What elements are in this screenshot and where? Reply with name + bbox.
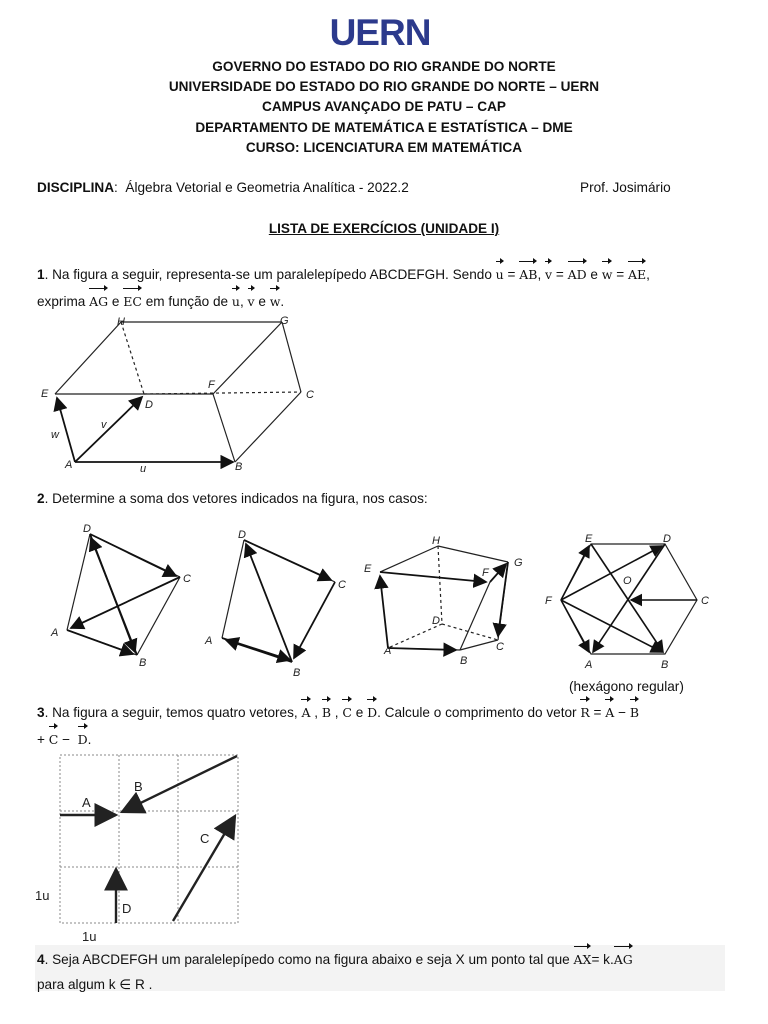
q3-number: 3 xyxy=(37,705,45,720)
label-B: B xyxy=(293,667,301,679)
header-line-5: CURSO: LICENCIATURA EM MATEMÁTICA xyxy=(245,139,523,155)
vector-B-2: B xyxy=(630,698,639,725)
q1-text-b: exprima xyxy=(37,294,90,309)
q1-eq: = xyxy=(503,267,520,282)
header-line-1: GOVERNO DO ESTADO DO RIO GRANDE DO NORTE xyxy=(212,59,556,74)
q4-number: 4 xyxy=(37,952,45,967)
logo-text: UERN xyxy=(329,12,431,53)
label-F: F xyxy=(482,567,489,579)
label-H: H xyxy=(117,316,125,328)
label-C: C xyxy=(338,579,346,591)
unit-label-vertical: 1u xyxy=(35,888,50,903)
grid-label-C: C xyxy=(200,831,210,846)
vector-v-2: v xyxy=(248,287,255,314)
vector-v-arrow xyxy=(75,397,142,462)
vector-B: B xyxy=(322,698,331,725)
label-G: G xyxy=(514,557,523,569)
label-u: u xyxy=(140,463,147,475)
vector-A-2: A xyxy=(605,698,614,725)
label-E: E xyxy=(41,388,49,400)
label-A: A xyxy=(65,459,73,471)
header-line-3: CAMPUS AVANÇADO DE PATU – CAP xyxy=(262,99,506,115)
q3-text-a: . Na figura a seguir, temos quatro vetores, xyxy=(44,705,302,720)
q4-text-b: = k. xyxy=(591,952,614,967)
figure-cube xyxy=(360,530,530,670)
vector-D-2: D xyxy=(78,725,88,752)
question-2-text xyxy=(37,486,727,511)
q4-text-a: . Seja ABCDEFGH um paralelepípedo como na figura abaixo e seja X um ponto tal que xyxy=(44,952,574,967)
vector-w-arrow xyxy=(57,398,75,462)
q1-text-a: . Na figura a seguir, representa-se um paralelepípedo ABCDEFGH. Sendo xyxy=(44,267,496,282)
hexagon-caption: (hexágono regular) xyxy=(569,679,684,694)
figure-parallelepiped xyxy=(35,310,365,480)
discipline-label: DISCIPLINA xyxy=(37,180,115,195)
header-line-4: DEPARTAMENTO DE MATEMÁTICA E ESTATÍSTICA – DME xyxy=(195,119,573,135)
label-D: D xyxy=(145,399,153,411)
vector-AB: AB xyxy=(519,260,537,287)
question-1-text: 1. Na figura a seguir, representa-se um paralelepípedo ABCDEFGH. Sendo u = AB, v = AD e w = AE, exprima AG e EC em função de u, v e w. xyxy=(37,260,727,314)
vector-AE: AE xyxy=(628,260,646,287)
vector-w: w xyxy=(602,260,613,287)
label-G: G xyxy=(280,315,289,327)
figure-grid-vectors xyxy=(30,745,270,945)
q1-number: 1 xyxy=(37,267,45,282)
label-C: C xyxy=(701,595,709,607)
list-title: LISTA DE EXERCÍCIOS (UNIDADE I) xyxy=(268,221,500,236)
label-D: D xyxy=(238,529,246,541)
vector-AG-q4: AG xyxy=(614,945,633,972)
label-C: C xyxy=(183,573,191,585)
label-B: B xyxy=(460,655,468,667)
figure-quad-1 xyxy=(45,520,195,670)
label-B: B xyxy=(139,657,147,669)
label-B: B xyxy=(235,461,243,473)
vector-C: C xyxy=(342,698,352,725)
label-v: v xyxy=(101,419,107,431)
professor-name: Prof. Josimário xyxy=(580,180,671,195)
label-D: D xyxy=(83,523,91,535)
q2-number: 2 xyxy=(37,491,45,506)
label-H: H xyxy=(432,535,440,547)
vector-R: R xyxy=(580,698,589,725)
label-D: D xyxy=(432,615,440,627)
grid-label-B: B xyxy=(134,779,143,794)
label-A: A xyxy=(51,627,59,639)
discipline-value: Álgebra Vetorial e Geometria Analítica - 2022.2 xyxy=(125,180,409,195)
label-A: A xyxy=(585,659,593,671)
figure-hexagon xyxy=(545,528,715,678)
vector-AX: AX xyxy=(574,945,592,972)
vector-w-2: w xyxy=(270,287,281,314)
grid-label-D: D xyxy=(122,901,132,916)
label-O: O xyxy=(623,575,632,587)
q3-text-b: . Calcule o comprimento do vetor xyxy=(377,705,581,720)
q1-text-c: em função de xyxy=(141,294,232,309)
q4-text-c: para algum k ∈ R . xyxy=(37,977,153,992)
label-E: E xyxy=(585,533,593,545)
label-F: F xyxy=(545,595,552,607)
label-A: A xyxy=(384,645,392,657)
label-D: D xyxy=(663,533,671,545)
vector-A: A xyxy=(301,698,310,725)
vector-EC: EC xyxy=(123,287,142,314)
label-F: F xyxy=(208,379,215,391)
header-line-2: UNIVERSIDADE DO ESTADO DO RIO GRANDE DO NORTE – UERN xyxy=(168,79,600,95)
label-B: B xyxy=(661,659,669,671)
unit-label-horizontal: 1u xyxy=(82,929,97,944)
vector-v: v xyxy=(545,260,552,287)
vector-D: D xyxy=(367,698,377,725)
label-C: C xyxy=(306,389,314,401)
label-A: A xyxy=(205,635,213,647)
label-C: C xyxy=(496,641,504,653)
vector-u: u xyxy=(496,260,504,287)
label-E: E xyxy=(364,563,372,575)
label-w: w xyxy=(51,429,59,441)
vector-u-2: u xyxy=(232,287,240,314)
institution-header xyxy=(0,57,768,158)
vector-AD: AD xyxy=(568,260,587,287)
vector-AG: AG xyxy=(89,287,108,314)
question-3-text: 3. Na figura a seguir, temos quatro vetores, A , B , C e D. Calcule o comprimento do vetor R = A − B + C − D. xyxy=(37,698,727,752)
figure-quad-2 xyxy=(200,524,350,679)
vector-C-2: C xyxy=(49,725,59,752)
discipline-line: DISCIPLINA: Álgebra Vetorial e Geometria Analítica - 2022.2 xyxy=(37,180,409,195)
grid-label-A: A xyxy=(82,795,91,810)
question-4-text xyxy=(37,945,727,997)
uern-logo xyxy=(314,12,446,53)
q2-text: . Determine a soma dos vetores indicados na figura, nos casos: xyxy=(44,491,428,506)
